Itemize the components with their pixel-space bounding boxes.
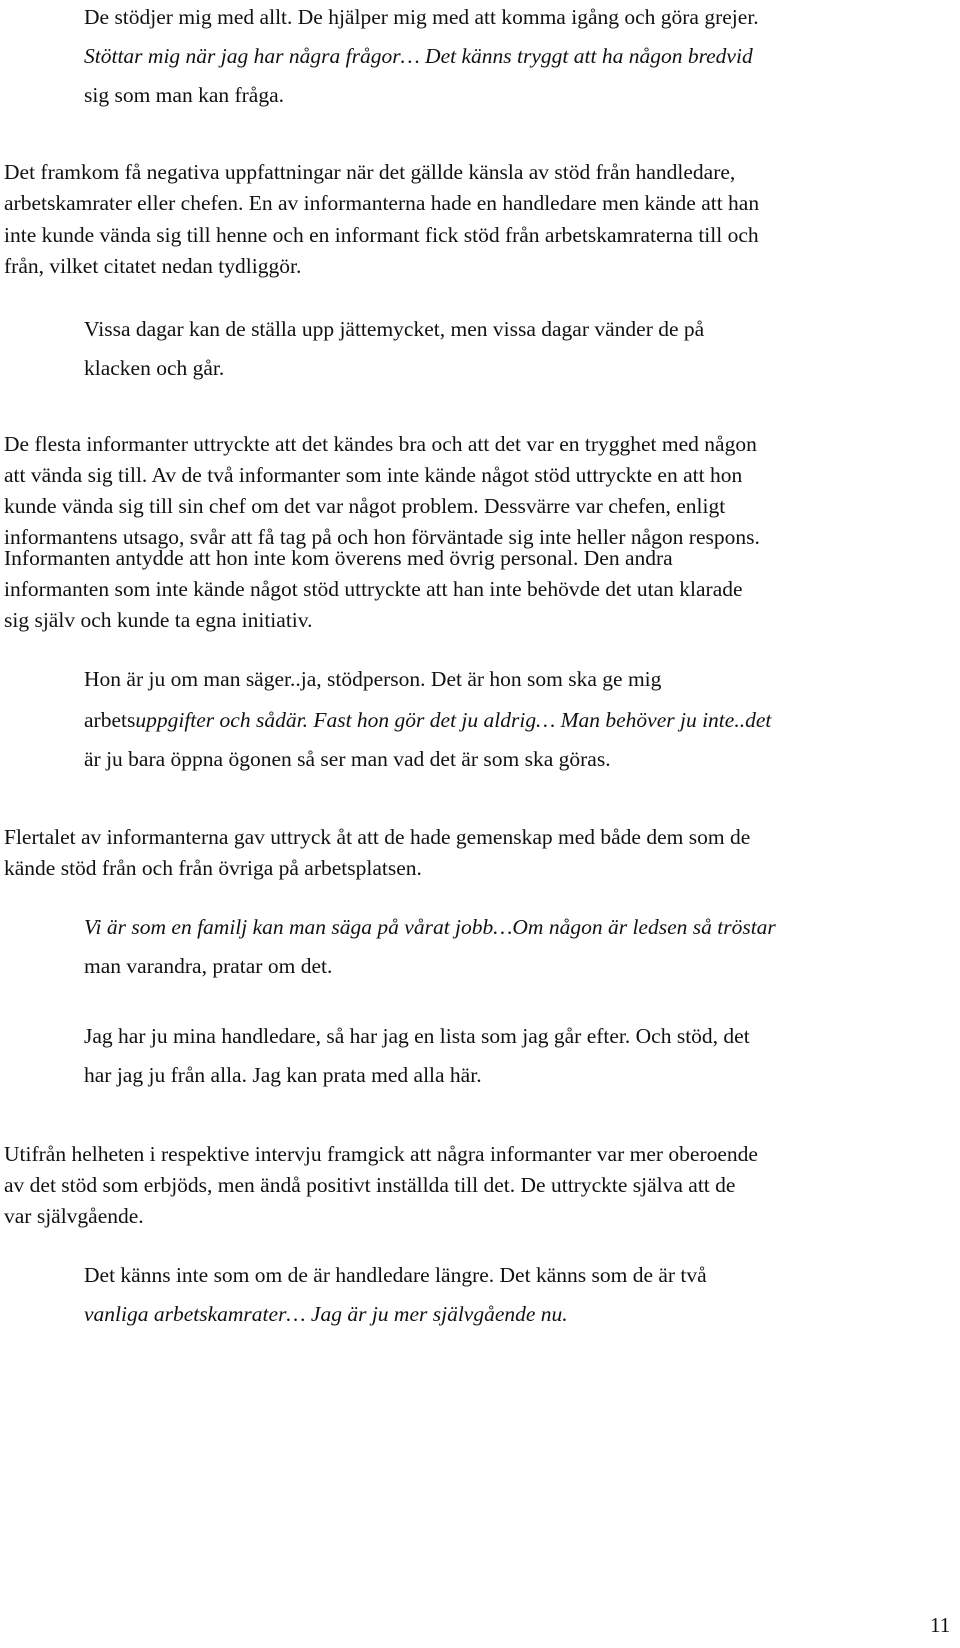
paragraph-2-line-3: kunde vända sig till sin chef om det var något problem. Dessvärre var chefen, enligt: [4, 494, 726, 518]
quote-2-line-1: Hon är ju om man säger..ja, stödperson. Det är hon som ska ge mig: [84, 667, 662, 691]
paragraph-2-line-2: att vända sig till. Av de två informanter som inte kände något stöd uttryckte en att hon: [4, 463, 743, 487]
quote-5-line-1: Det känns inte som om de är handledare längre. Det känns som de är två: [84, 1263, 707, 1287]
quote-2-line-3: är ju bara öppna ögonen så ser man vad det är som ska göras.: [84, 747, 611, 771]
paragraph-2-line-6: informanten som inte kände något stöd uttryckte att han inte behövde det utan klarade: [4, 577, 743, 601]
quote-5-line-2: vanliga arbetskamrater… Jag är ju mer självgående nu.: [84, 1302, 568, 1326]
paragraph-3-line-1: Flertalet av informanterna gav uttryck åt att de hade gemenskap med både dem som de: [4, 825, 751, 849]
paragraph-1-line-2: arbetskamrater eller chefen. En av informanterna hade en handledare men kände att han: [4, 191, 760, 215]
paragraph-4-line-3: var självgående.: [4, 1204, 144, 1228]
page-number: 11: [930, 1613, 951, 1637]
intro-quote-line-3: sig som man kan fråga.: [84, 83, 285, 107]
paragraph-2-line-7: sig själv och kunde ta egna initiativ.: [4, 608, 313, 632]
paragraph-2-line-5: Informanten antydde att hon inte kom överens med övrig personal. Den andra: [4, 546, 673, 570]
quote-3-line-1: Vi är som en familj kan man säga på vårat jobb…Om någon är ledsen så tröstar: [84, 915, 776, 939]
paragraph-3-line-2: kände stöd från och från övriga på arbetsplatsen.: [4, 856, 422, 880]
quote-1-line-1: Vissa dagar kan de ställa upp jättemycket, men vissa dagar vänder de på: [84, 317, 705, 341]
intro-quote-line-2: Stöttar mig när jag har några frågor… Det känns tryggt att ha någon bredvid: [84, 44, 753, 68]
paragraph-1-line-3: inte kunde vända sig till henne och en informant fick stöd från arbetskamraterna till och: [4, 223, 759, 247]
paragraph-1-line-4: från, vilket citatet nedan tydliggör.: [4, 254, 302, 278]
quote-2-line-2: [84, 707, 771, 733]
quote-2-line-2-normal: arbets: [84, 708, 136, 732]
quote-4-line-2: har jag ju från alla. Jag kan prata med alla här.: [84, 1063, 482, 1087]
paragraph-1-line-1: Det framkom få negativa uppfattningar när det gällde känsla av stöd från handledare,: [4, 160, 736, 184]
quote-3-line-2: man varandra, pratar om det.: [84, 954, 333, 978]
quote-4-line-1: Jag har ju mina handledare, så har jag en lista som jag går efter. Och stöd, det: [84, 1024, 750, 1048]
quote-2-line-2-italic: uppgifter och sådär. Fast hon gör det ju aldrig… Man behöver ju inte..det: [135, 708, 772, 732]
intro-quote-line-1: De stödjer mig med allt. De hjälper mig med att komma igång och göra grejer.: [84, 5, 759, 29]
paragraph-4-line-2: av det stöd som erbjöds, men ändå positivt inställda till det. De uttryckte själva att de: [4, 1173, 736, 1197]
paragraph-4-line-1: Utifrån helheten i respektive intervju framgick att några informanter var mer oberoende: [4, 1142, 758, 1166]
paragraph-2-line-4: informantens utsago, svår att få tag på och hon förväntade sig inte heller någon respons.: [4, 525, 760, 549]
quote-1-line-2: klacken och går.: [84, 356, 225, 380]
paragraph-2-line-1: De flesta informanter uttryckte att det kändes bra och att det var en trygghet med någon: [4, 432, 757, 456]
